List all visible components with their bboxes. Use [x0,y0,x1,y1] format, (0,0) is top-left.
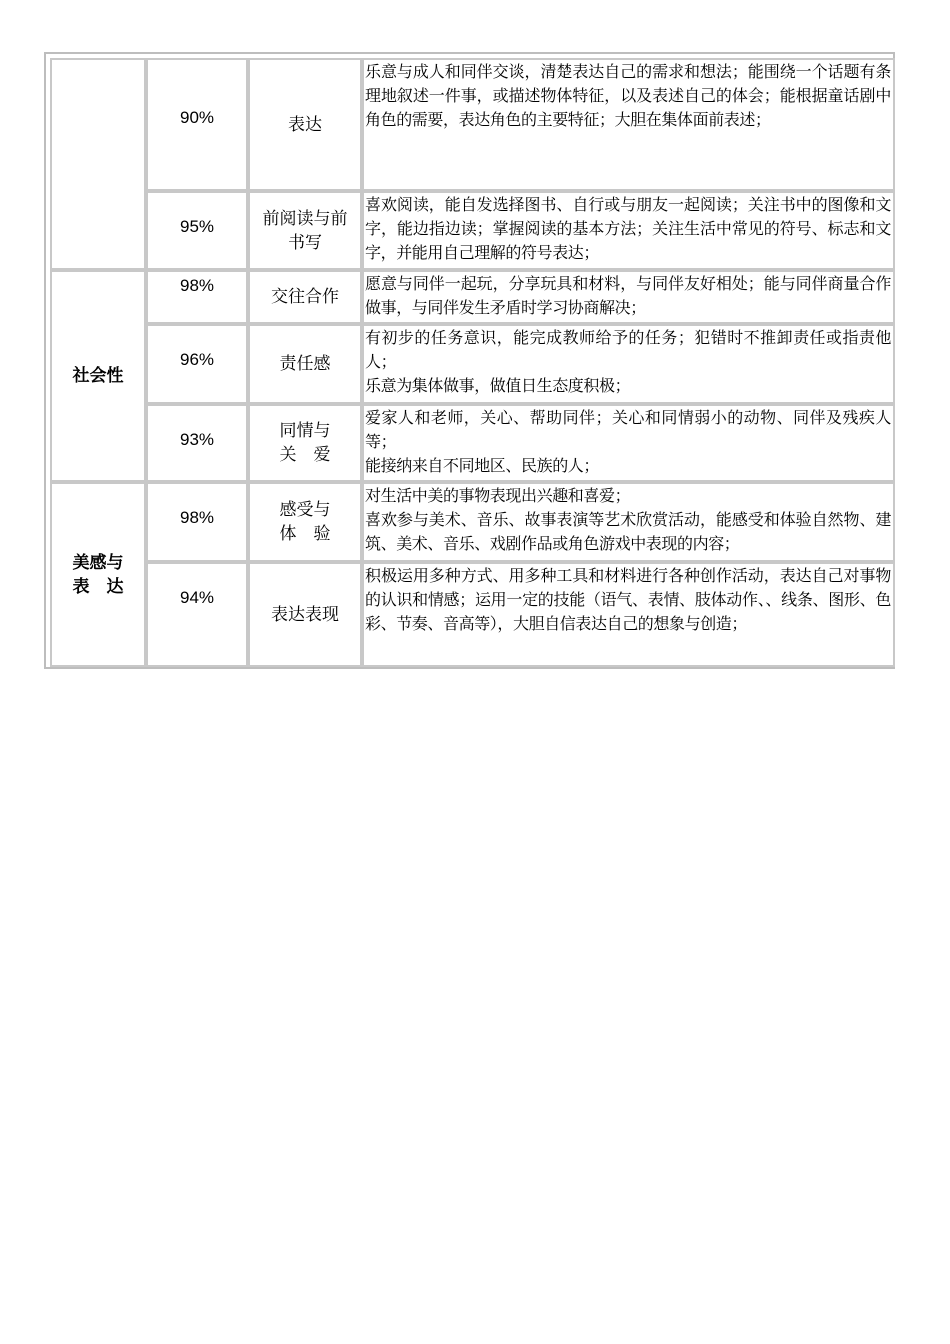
percent-cell: 96% [146,324,248,404]
description-line: 积极运用多种方式、用多种工具和材料进行各种创作活动，表达自己对事物的认识和情感；运用一定的技能（语气、表情、肢体动作、、线条、图形、色彩、节奏、音高等），大胆自信表达自己的想象与创造； [365,566,891,633]
subject-cell: 责任感 [248,324,362,404]
category-cell-aesthetics: 美感与 表 达 [50,482,146,667]
description-line: 能接纳来自不同地区、民族的人； [365,456,600,475]
subject-cell: 表达 [248,58,362,191]
subject-cell: 表达表现 [248,562,362,667]
description-line: 乐意与成人和同伴交谈，清楚表达自己的需求和想法；能围绕一个话题有条理地叙述一件事，或描述物体特征，以及表述自己的体会；能根据童话剧中角色的需要，表达角色的主要特征；大胆在集体面前表述； [365,62,891,129]
subject-cell: 前阅读与前 书写 [248,191,362,270]
description-cell [362,562,895,667]
description-line: 对生活中美的事物表现出兴趣和喜爱； [365,486,631,505]
percent-cell: 93% [146,404,248,482]
subject-cell: 交往合作 [248,270,362,324]
assessment-table [44,52,895,669]
description-line: 爱家人和老师，关心、帮助同伴；关心和同情弱小的动物、同伴及残疾人等； [365,408,891,451]
description-cell [362,270,895,324]
description-line: 喜欢阅读，能自发选择图书、自行或与朋友一起阅读；关注书中的图像和文字，能边指边读；掌握阅读的基本方法；关注生活中常见的符号、标志和文字，并能用自己理解的符号表达； [365,195,891,262]
percent-cell: 94% [146,562,248,667]
category-cell-social: 社会性 [50,270,146,482]
subject-cell: 感受与 体 验 [248,482,362,562]
description-line: 乐意为集体做事，做值日生态度积极； [365,376,631,395]
percent-cell: 95% [146,191,248,270]
subject-cell: 同情与 关 爱 [248,404,362,482]
percent-cell: 98% [146,270,248,324]
description-line: 有初步的任务意识，能完成教师给予的任务；犯错时不推卸责任或指责他人； [365,328,891,371]
category-cell-language [50,58,146,270]
description-cell [362,58,895,191]
description-line: 喜欢参与美术、音乐、故事表演等艺术欣赏活动，能感受和体验自然物、建筑、美术、音乐、戏剧作品或角色游戏中表现的内容； [365,510,891,553]
percent-cell: 98% [146,482,248,562]
percent-cell: 90% [146,58,248,191]
description-cell [362,404,895,482]
description-cell [362,191,895,270]
description-cell [362,324,895,404]
description-cell [362,482,895,562]
description-line: 愿意与同伴一起玩，分享玩具和材料，与同伴友好相处；能与同伴商量合作做事，与同伴发生矛盾时学习协商解决； [365,274,891,317]
